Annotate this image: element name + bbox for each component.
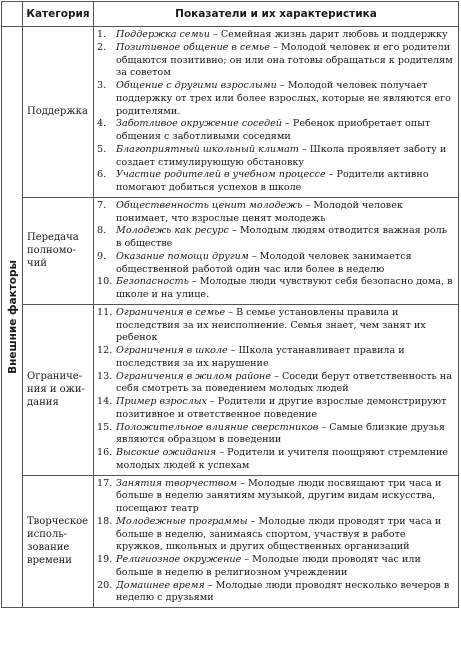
indicator-title: Общественность ценит молодежь xyxy=(116,199,303,211)
indicator-item xyxy=(97,118,454,144)
indicator-number: 7. xyxy=(97,199,107,211)
indicator-number: 15. xyxy=(97,421,113,433)
indicator-text xyxy=(116,169,454,195)
indicator-number: 13. xyxy=(97,370,113,382)
indicator-description: – Школа устанавливает правила и последствия за их нарушение xyxy=(116,345,405,369)
indicator-text xyxy=(116,144,454,170)
indicator-description: – Молодой человек получает поддержку от трех или более взрослых, которые не являются его родителями. xyxy=(116,80,451,117)
indicator-description: – Молодой человек занимается общественной работой один час или более в неделю xyxy=(116,250,412,275)
indicator-item xyxy=(97,307,454,345)
category-label-line: ния и ожи- xyxy=(27,384,85,396)
indicator-title: Позитивное общение в семье xyxy=(116,41,270,53)
indicator-description: – Молодые люди чувствуют себя безопасно дома, в школе и на улице. xyxy=(116,276,453,300)
indicator-number: 12. xyxy=(97,345,113,356)
factors-table xyxy=(1,1,459,608)
indicator-text xyxy=(116,80,454,118)
indicator-title: Пример взрослых xyxy=(116,396,207,407)
category-cell xyxy=(23,475,94,608)
indicator-description: – Родители и учителя поощряют стремление молодых людей к успехам xyxy=(116,447,449,471)
category-cell xyxy=(23,27,94,198)
indicator-number: 4. xyxy=(97,118,107,130)
indicator-description: – Молодым людям отводится важная роль в обществе xyxy=(116,225,448,249)
indicator-title: Заботливое окружение соседей xyxy=(116,118,282,130)
indicator-title: Положительное влияние сверстников xyxy=(116,421,319,433)
indicator-number: 10. xyxy=(97,276,113,288)
indicator-description: – Молодые люди посвящают три часа и больше в неделю занятиям музыкой, другим видам искусства, посещают театр xyxy=(116,477,442,514)
indicator-item xyxy=(97,447,454,473)
category-label-line: времени xyxy=(27,555,72,567)
indicator-title: Ограничения в школе xyxy=(116,345,228,356)
indicator-title: Оказание помощи другим xyxy=(116,250,249,262)
indicator-number: 16. xyxy=(97,447,113,458)
category-label-line: чий xyxy=(27,258,47,270)
indicator-item xyxy=(97,371,454,397)
indicator-item xyxy=(97,200,454,226)
indicator-text xyxy=(116,447,454,473)
indicator-title: Занятия творчеством xyxy=(116,477,238,489)
indicator-number: 5. xyxy=(97,143,107,155)
indicator-description: – Школа проявляет заботу и создает стимулирующую обстановку xyxy=(116,143,447,168)
indicator-title: Молодежные программы xyxy=(116,515,248,527)
indicator-number: 6. xyxy=(97,169,107,181)
category-label-line: зование xyxy=(27,542,70,554)
indicator-text xyxy=(116,478,454,516)
indicators-cell xyxy=(94,304,459,475)
indicators-cell xyxy=(94,197,459,304)
side-label-wrapper xyxy=(4,27,21,607)
indicator-number: 9. xyxy=(97,250,107,262)
indicator-description: – Самые близкие друзья являются образцом в поведении xyxy=(116,421,445,446)
indicator-title: Домашнее время xyxy=(116,579,205,591)
indicator-title: Ограничения в жилом районе xyxy=(116,370,272,382)
side-label: Внешние факторы xyxy=(6,260,19,374)
indicator-text xyxy=(116,307,454,345)
indicator-item xyxy=(97,276,454,302)
indicator-number: 14. xyxy=(97,396,113,407)
side-label-cell xyxy=(2,27,23,608)
indicator-text xyxy=(116,276,454,302)
category-label-line: дания xyxy=(27,397,59,409)
indicator-number: 1. xyxy=(97,29,107,40)
indicator-number: 11. xyxy=(97,306,113,318)
indicator-text xyxy=(116,345,454,371)
indicator-description: – Родители и другие взрослые демонстрируют позитивное и ответственное поведение xyxy=(116,396,447,420)
indicator-text xyxy=(116,225,454,251)
indicator-description: – Молодые люди проводят несколько вечеров в неделю с друзьями xyxy=(116,579,450,604)
indicator-number: 2. xyxy=(97,41,107,53)
category-label-line: полномо- xyxy=(27,245,76,257)
indicator-item xyxy=(97,554,454,580)
indicator-description: – Семейная жизнь дарит любовь и поддержку xyxy=(209,29,448,40)
indicator-text xyxy=(116,580,454,606)
indicator-item xyxy=(97,580,454,606)
indicator-description: – Родители активно помогают добиться успехов в школе xyxy=(116,169,429,193)
table-body xyxy=(2,27,459,608)
indicator-item xyxy=(97,29,454,42)
category-label-line: Ограниче- xyxy=(27,370,83,382)
indicator-text xyxy=(116,29,454,42)
indicator-text xyxy=(116,200,454,226)
indicator-title: Молодежь как ресурс xyxy=(116,225,229,237)
indicators-cell xyxy=(94,27,459,198)
indicators-cell xyxy=(94,475,459,608)
indicator-description: – Ребенок приобретает опыт общения с заботливыми соседями xyxy=(116,118,431,142)
indicator-description: – Молодые люди проводят три часа и больше в неделю, занимаясь спортом, участвуя в работе кружков, школьных и других общественных организаций xyxy=(116,515,442,553)
indicator-title: Поддержка семьи xyxy=(116,29,210,40)
indicator-description: – Соседи берут ответственность на себя смотреть за поведением молодых людей xyxy=(116,370,452,395)
header-indicators: Показатели и их характеристика xyxy=(94,2,459,27)
indicator-text xyxy=(116,42,454,80)
indicator-item xyxy=(97,80,454,118)
table-row xyxy=(2,197,459,304)
table-row xyxy=(2,304,459,475)
category-label-line: Поддержка xyxy=(27,106,88,118)
indicator-text xyxy=(116,371,454,397)
indicator-title: Участие родителей в учебном процессе xyxy=(116,169,326,181)
indicator-number: 3. xyxy=(97,80,107,91)
table-row xyxy=(2,475,459,608)
indicator-number: 17. xyxy=(97,477,113,489)
table-row xyxy=(2,27,459,198)
indicator-item xyxy=(97,478,454,516)
indicator-item xyxy=(97,396,454,422)
indicator-description: – В семье установлены правила и последствия за их неисполнение. Семья знает, чем занят их ребенок xyxy=(116,306,426,344)
indicator-title: Благоприятный школьный климат xyxy=(116,143,299,155)
header-category: Категория xyxy=(23,2,94,27)
indicator-title: Общение с другими взрослыми xyxy=(116,80,277,91)
table-header-row xyxy=(2,2,459,27)
indicator-number: 18. xyxy=(97,515,113,527)
indicator-description: – Молодой человек понимает, что взрослые ценят молодежь xyxy=(116,199,403,224)
indicator-text xyxy=(116,554,454,580)
category-label-line: Передача xyxy=(27,231,79,243)
indicator-number: 8. xyxy=(97,225,107,237)
indicator-text xyxy=(116,251,454,277)
indicator-item xyxy=(97,422,454,448)
indicator-item xyxy=(97,42,454,80)
indicator-item xyxy=(97,516,454,554)
indicator-text xyxy=(116,516,454,554)
indicator-item xyxy=(97,225,454,251)
category-label-line: исполь- xyxy=(27,529,68,541)
indicator-number: 19. xyxy=(97,554,113,565)
indicator-description: – Молодой человек и его родители общаются позитивно; он или она готовы обращаться к родителям за советом xyxy=(116,41,453,79)
indicator-text xyxy=(116,118,454,144)
indicator-text xyxy=(116,396,454,422)
indicator-number: 20. xyxy=(97,579,113,591)
indicator-title: Религиозное окружение xyxy=(116,554,242,565)
indicator-title: Высокие ожидания xyxy=(116,447,217,458)
indicator-item xyxy=(97,251,454,277)
category-cell xyxy=(23,197,94,304)
indicator-title: Ограничения в семье xyxy=(116,306,226,318)
indicator-item xyxy=(97,345,454,371)
category-cell xyxy=(23,304,94,475)
indicator-text xyxy=(116,422,454,448)
indicator-title: Безопасность xyxy=(116,276,189,288)
indicator-description: – Молодые люди проводят час или больше в неделю в религиозном учреждении xyxy=(116,554,421,578)
header-corner-cell xyxy=(2,2,23,27)
category-label-line: Творческое xyxy=(27,515,89,527)
indicator-item xyxy=(97,144,454,170)
indicator-item xyxy=(97,169,454,195)
